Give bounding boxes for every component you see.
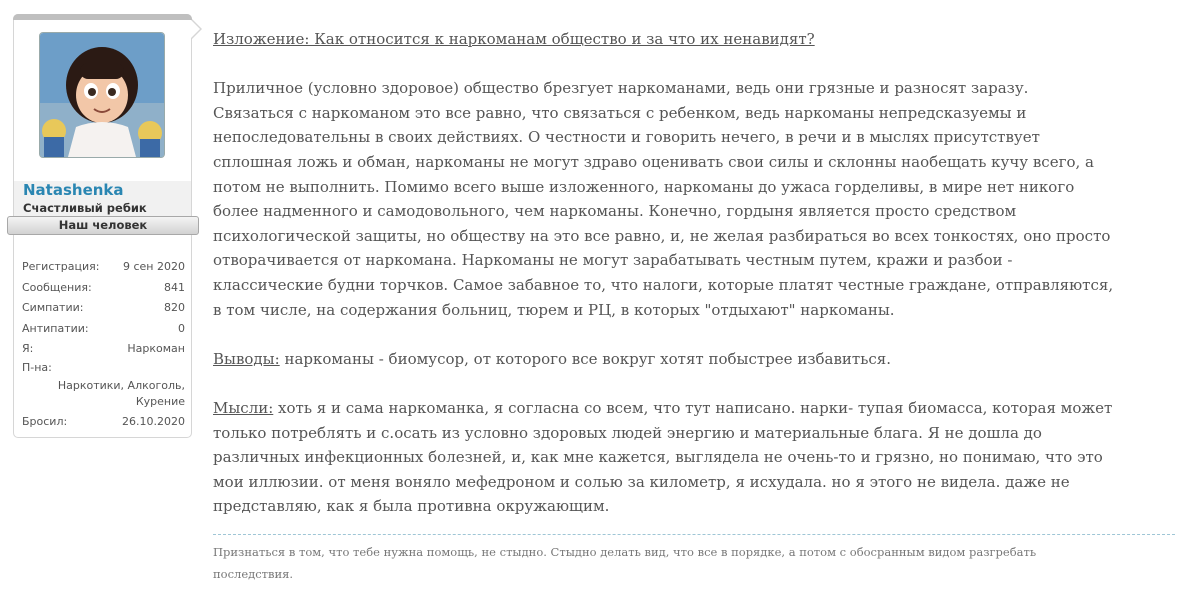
paragraph-line: психологической защиты, но обществу на это все равно, и, не желая разбираться во всех тонкостях, оно просто — [213, 226, 1111, 245]
stat-likes — [22, 298, 185, 319]
stat-value: 9 сен 2020 — [123, 260, 185, 273]
user-info-block — [13, 14, 192, 438]
paragraph-line: в том числе, на содержания больниц, тюрем и РЦ, в которых "отдыхают" наркоманы. — [213, 300, 895, 319]
user-nick-area — [14, 181, 191, 216]
thoughts-label: Мысли: — [213, 398, 274, 417]
signature-line: последствия. — [213, 567, 294, 581]
user-stats — [22, 257, 185, 432]
signature — [213, 541, 1175, 585]
paragraph-line: отворачивается от наркомана. Наркоманы не могут зарабатывать честным путем, кражи и разбои - — [213, 251, 1013, 270]
paragraph-line: Приличное (условно здоровое) общество брезгует наркоманами, ведь они грязные и разносят заразу. — [213, 79, 1029, 98]
stat-label: Антипатии: — [22, 321, 89, 335]
conclusions-label: Выводы: — [213, 349, 280, 368]
avatar-cartoon-girl-image — [40, 33, 164, 157]
paragraph-line: потом не выполнить. Помимо всего выше изложенного, наркоманы до ужаса горделивы, в мире нет никого — [213, 177, 1075, 196]
stat-label: Я: — [22, 342, 34, 355]
conclusions-text: наркоманы - биомусор, от которого все вокруг хотят побыстрее избавиться. — [279, 349, 892, 368]
message-arrow-fill — [191, 20, 200, 38]
post-heading: Изложение: Как относится к наркоманам общество и за что их ненавидят? — [213, 30, 815, 48]
stat-registration — [22, 257, 185, 278]
stat-value: Наркотики, Алкоголь, Курение — [57, 378, 185, 408]
stat-value: Наркоман — [127, 342, 185, 355]
paragraph-line: представляю, как я была противна окружающим. — [213, 497, 610, 516]
paragraph-line: более надменного и самодовольного, чем наркоманы. Конечно, гордыня является просто средством — [213, 202, 1017, 221]
stat-label: Симпатии: — [22, 301, 84, 314]
stat-value: 820 — [164, 301, 185, 314]
conclusions-paragraph — [213, 347, 1175, 372]
paragraph-line: Связаться с наркоманом это все равно, что связаться с ребенком, ведь наркоманы непредсказуемы и — [213, 103, 1027, 122]
stat-label: Бросил: — [22, 414, 68, 428]
paragraph-line: классические будни торчков. Самое забавное то, что налоги, которые платят честные граждане, отправляются, — [213, 275, 1114, 294]
stat-label: Сообщения: — [22, 280, 92, 294]
paragraph-line: непоследовательны в своих действиях. О честности и говорить нечего, в речи и в мыслях присутствует — [213, 128, 1040, 147]
stat-label: Регистрация: — [22, 260, 100, 273]
thoughts-text: хоть я и сама наркоманка, я согласна со всем, что тут написано. нарки- тупая биомасса, которая может — [273, 398, 1113, 417]
signature-divider — [213, 534, 1175, 535]
paragraph-line: мои иллюзии. от меня воняло мефедроном и солью за километр, я исхудала. но я этого не видела. даже не — [213, 472, 1070, 491]
signature-line: Признаться в том, что тебе нужна помощь, не стыдно. Стыдно делать вид, что все в порядке, а потом с обосранным видом разгребать — [213, 545, 1037, 559]
username-link[interactable]: Natashenka — [23, 181, 124, 199]
stat-quit-date — [22, 412, 185, 433]
message-body — [213, 27, 1175, 519]
stat-messages — [22, 278, 185, 299]
user-rank-ribbon: Наш человек — [7, 216, 199, 235]
paragraph-line: различных инфекционных болезней, и, как мне кажется, выглядела не очень-то и грязно, но понимаю, что это — [213, 448, 1103, 467]
paragraph-line: только потреблять и с.осать из условно здоровых людей энергию и материальные блага. Я не дошла до — [213, 423, 1042, 442]
stat-label: П-на: — [22, 360, 52, 374]
stat-dislikes — [22, 319, 185, 340]
thoughts-paragraph — [213, 396, 1175, 421]
stat-value: 26.10.2020 — [122, 414, 185, 428]
user-block-top-band — [13, 14, 192, 20]
paragraph-line: сплошная ложь и обман, наркоманы не могут здраво оценивать свои силы и склонны наобещать кучу всего, а — [213, 152, 1094, 171]
stat-value[interactable]: 841 — [164, 280, 185, 294]
stat-i-am — [22, 339, 185, 360]
user-avatar[interactable] — [39, 32, 165, 158]
stat-substances — [22, 360, 185, 410]
user-custom-title: Счастливый ребик — [23, 201, 147, 215]
stat-value: 0 — [178, 321, 185, 335]
